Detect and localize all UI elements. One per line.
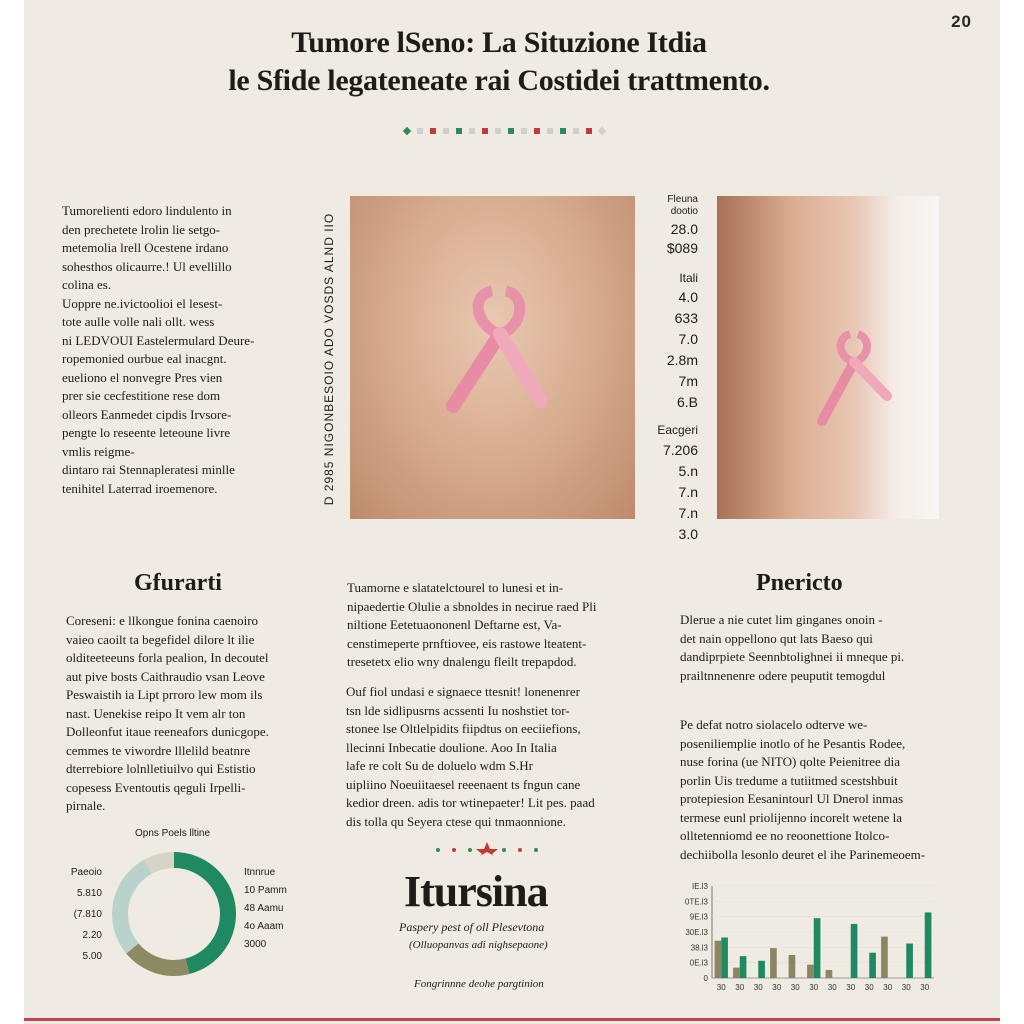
stat-label: Itali bbox=[679, 271, 698, 285]
bar-chart-ytick: 30E.l3 bbox=[685, 928, 708, 937]
center-text-line: Ouf fiol undasi e signaece ttesnit! lonenenrer bbox=[346, 684, 580, 699]
intro-line: tenihitel Laterrad iroemenore. bbox=[62, 480, 218, 496]
bar-chart-xtick: 30 bbox=[809, 983, 819, 992]
bar-chart-xtick: 30 bbox=[735, 983, 745, 992]
bar-chart-xtick: 30 bbox=[716, 983, 726, 992]
bar-chart-xtick: 30 bbox=[790, 983, 800, 992]
bar-5-1 bbox=[814, 918, 821, 978]
donut-right-label: 48 Aamu bbox=[244, 903, 284, 914]
donut-title: Opns Poels lltine bbox=[135, 828, 211, 839]
left-text-line: aut pive bosts Caithraudio vsan Leove bbox=[66, 668, 265, 684]
decor-dot bbox=[521, 128, 527, 134]
page-title-line-1: Tumore lSeno: La Situzione Itdia bbox=[291, 26, 707, 59]
donut-right-labels bbox=[244, 864, 304, 954]
decor-dot bbox=[547, 128, 553, 134]
pink-ribbon-icon bbox=[717, 196, 939, 519]
section-heading-right: Pnericto bbox=[756, 570, 843, 596]
intro-line: pengte lo reseente leteoune livre bbox=[62, 425, 231, 440]
center-text-line: kedior dreen. adis tor wtinepaeter! Lit pes. paad bbox=[346, 795, 595, 810]
decor-dot bbox=[560, 128, 566, 134]
center-text-line: uipliino Noeuiitaesel reeenaent ts fngun cane bbox=[346, 776, 581, 792]
stat-label: Eacgeri bbox=[657, 423, 698, 437]
stat-label: dootio bbox=[670, 206, 698, 217]
bar-10-1 bbox=[906, 944, 913, 979]
center-brand-subtitle-2: (Olluopanvas adi nighsepaone) bbox=[409, 939, 548, 951]
intro-line: prer sie cecfestitione rese dom bbox=[62, 388, 221, 403]
center-text-line: nipaedertie Olulie a sbnoldes in necirue raed Pli bbox=[347, 598, 597, 614]
pink-ribbon-icon bbox=[350, 196, 635, 519]
page-number: 20 bbox=[951, 12, 972, 31]
stat-value: 633 bbox=[674, 310, 698, 326]
intro-line: tote aulle volle nali ollt. wess bbox=[62, 314, 215, 329]
bar-chart-xtick: 30 bbox=[901, 983, 911, 992]
donut-slice-1 bbox=[126, 943, 189, 976]
stats-column bbox=[642, 194, 698, 545]
bar-1-0 bbox=[733, 968, 740, 978]
center-text-line: llecinni Inbecatie doulione. Aoo In Italia bbox=[346, 739, 557, 755]
right-text-line: porlin Uis tredume a tutiitmed scestshbuit bbox=[680, 772, 898, 788]
bar-chart-xtick: 30 bbox=[883, 983, 893, 992]
center-text-line: lafe re colt Su de doluelo wdm S.Hr bbox=[346, 758, 534, 773]
intro-line: olleors Eanmedet cipdis Irvsore- bbox=[62, 406, 232, 422]
intro-line: Tumorelienti edoro lindulento in bbox=[62, 203, 232, 218]
bar-2-1 bbox=[758, 961, 765, 978]
stat-value: 3.0 bbox=[678, 526, 698, 542]
center-section-para-1 bbox=[347, 579, 637, 672]
donut-right-label: Itnnrue bbox=[244, 867, 276, 878]
right-section-para-2 bbox=[680, 716, 980, 864]
stat-value: 7.n bbox=[678, 484, 698, 500]
bar-chart-xtick: 30 bbox=[753, 983, 763, 992]
decor-dot bbox=[598, 127, 606, 135]
photo-arm-ribbon bbox=[717, 196, 939, 519]
bottom-rule bbox=[24, 1018, 1000, 1021]
decor-dot bbox=[573, 128, 579, 134]
bar-chart-ytick: 0TE.l3 bbox=[684, 897, 708, 907]
center-section-para-2 bbox=[346, 683, 636, 831]
decorative-dot-row bbox=[404, 128, 605, 134]
vertical-caption: D 2985 NIGONBESOIO ADO VOSDS ALND IIO bbox=[322, 212, 336, 506]
stat-value: 7m bbox=[678, 373, 698, 389]
intro-line: dintaro rai Stennapleratesi minlle bbox=[62, 462, 235, 477]
bar-5-0 bbox=[807, 965, 814, 978]
right-section-para-1 bbox=[680, 611, 980, 685]
stat-value: 7.n bbox=[678, 505, 698, 521]
right-text-line: Dlerue a nie cutet lim ginganes onoin - bbox=[680, 612, 883, 627]
stat-value: 5.n bbox=[678, 463, 698, 479]
left-section-text bbox=[66, 612, 328, 816]
bar-11-1 bbox=[925, 912, 932, 978]
magazine-page bbox=[24, 0, 1000, 1024]
bar-chart-ytick: IE.l3 bbox=[691, 882, 708, 891]
donut-left-label: 5.810 bbox=[76, 888, 102, 899]
center-brand-subtitle: Paspery pest of oll Plesevtona bbox=[399, 920, 545, 934]
donut-slice-2 bbox=[112, 860, 152, 954]
donut-left-label: (7.810 bbox=[73, 909, 102, 920]
photo-breast-ribbon bbox=[350, 196, 635, 519]
left-text-line: dterrebiore lolnlletiuilvo qui Estistio bbox=[66, 761, 256, 776]
bar-4-0 bbox=[789, 955, 796, 978]
right-text-line: nuse forina (ue NITO) qolte Peienitree dia bbox=[680, 754, 900, 769]
stat-value: 28.0 bbox=[670, 221, 698, 237]
intro-line: ni LEDVOUI Eastelermulard Deure- bbox=[62, 332, 255, 348]
decor-dot bbox=[586, 128, 592, 134]
right-text-line: prailtnnenenre odere peuputit temogdul bbox=[680, 667, 886, 683]
decor-dot bbox=[534, 128, 540, 134]
page-title-line-2: le Sfide legateneate rai Costidei trattmento. bbox=[228, 64, 770, 97]
bar-6-0 bbox=[826, 970, 833, 978]
left-text-line: Dolleonfut itaue reeneafors dunicgope. bbox=[66, 724, 269, 739]
donut-left-label: Paeoio bbox=[70, 867, 102, 878]
decor-dot bbox=[403, 127, 411, 135]
bar-chart-xtick: 30 bbox=[772, 983, 782, 992]
decor-dot bbox=[495, 128, 501, 134]
center-text-line: niltione Eetetuaononenl Deftarne est, Va- bbox=[347, 617, 562, 632]
bar-9-0 bbox=[881, 937, 888, 978]
center-text-line: tsn lde sidlipusrns acssenti Iu noshstiet tor- bbox=[346, 702, 570, 718]
donut-left-label: 5.00 bbox=[82, 951, 102, 962]
center-star-divider bbox=[432, 840, 552, 856]
intro-line: colina es. bbox=[62, 277, 112, 292]
bar-chart-xtick: 30 bbox=[846, 983, 856, 992]
bar-chart bbox=[672, 878, 944, 998]
right-text-line: protepiesion Eesanintourl Ul Dnerol inmas bbox=[680, 791, 904, 806]
stat-value: 6.B bbox=[676, 394, 698, 410]
donut-slice-0 bbox=[174, 852, 236, 974]
intro-line: ropemonied ourbue eal inacgnt. bbox=[62, 351, 227, 366]
decor-dot bbox=[508, 128, 514, 134]
left-text-line: vaieo caoilt ta begefidel dilore lt ilie bbox=[66, 631, 255, 647]
right-text-line: dechiibolla lesonlo deuret el ihe Parinemeoem- bbox=[680, 846, 926, 862]
bar-chart-xtick: 30 bbox=[920, 983, 930, 992]
bar-chart-xtick: 30 bbox=[827, 983, 837, 992]
stat-value: 7.0 bbox=[678, 331, 698, 347]
right-text-line: dandiprpiete Seennbtolighnei ii mneque pi. bbox=[680, 649, 905, 664]
stat-value: $089 bbox=[666, 240, 698, 256]
center-brand-title: Itursina bbox=[404, 867, 548, 916]
decor-dot bbox=[469, 128, 475, 134]
left-text-line: pirnale. bbox=[66, 798, 106, 813]
bar-chart-ytick: 38.l3 bbox=[690, 943, 708, 953]
left-text-line: Coreseni: e llkongue fonina caenoiro bbox=[66, 613, 259, 628]
intro-line: sohesthos olicaurre.! Ul evellillo bbox=[62, 258, 232, 274]
stat-value: 7.206 bbox=[662, 442, 698, 458]
donut-left-label: 2.20 bbox=[82, 930, 102, 941]
left-text-line: copesess Eventoutis qeguli Irpelli- bbox=[66, 779, 246, 795]
donut-chart bbox=[108, 848, 240, 980]
stat-label: Fleuna bbox=[667, 194, 698, 205]
decor-dot bbox=[430, 128, 436, 134]
intro-line: vmlis reigme- bbox=[62, 443, 135, 459]
left-text-line: cemmes te viwordre lllelild beatnre bbox=[66, 742, 251, 758]
bar-chart-ytick: 0E.l3 bbox=[689, 958, 708, 968]
intro-text bbox=[62, 202, 312, 498]
decor-dot bbox=[443, 128, 449, 134]
intro-line: metemolia lrell Ocestene irdano bbox=[62, 240, 229, 255]
right-text-line: det nain oppellono qut lats Baeso qui bbox=[680, 630, 873, 646]
bar-chart-xtick: 30 bbox=[864, 983, 874, 992]
donut-right-label: 10 Pamm bbox=[244, 885, 287, 896]
bar-chart-ytick: 0 bbox=[703, 974, 708, 983]
bar-chart-ytick: 9E.l3 bbox=[689, 912, 708, 922]
decor-dot bbox=[456, 128, 462, 134]
center-text-line: tresetetx elio wny dnalengu fleilt trepapdod. bbox=[347, 654, 577, 669]
center-text-line: censtimeperte prnftiovee, eis rastowe lteatent- bbox=[347, 635, 587, 651]
left-text-line: Peswaistih ia Lipt prroro lew mom ils bbox=[66, 687, 263, 702]
right-text-line: olltetenniomd ee no reoonettione Itolco- bbox=[680, 828, 890, 843]
section-heading-left: Gfurarti bbox=[134, 570, 222, 596]
bar-3-0 bbox=[770, 948, 777, 978]
right-text-line: termese eunl priolijenno incorelt wetene la bbox=[680, 809, 902, 825]
intro-line: Uoppre ne.ivictoolioi el lesest- bbox=[62, 295, 223, 311]
center-footer-caption: Fongrinnne deohe pargtinion bbox=[414, 978, 544, 990]
donut-right-label: 3000 bbox=[244, 939, 267, 950]
decor-dot bbox=[417, 128, 423, 134]
stat-value: 4.0 bbox=[678, 289, 698, 305]
bar-0-0 bbox=[715, 941, 722, 978]
center-text-line: dis tolla qu Seyera ctese qui tnmaonnione. bbox=[346, 813, 566, 829]
left-text-line: nast. Uenekise reipo It vem alr ton bbox=[66, 705, 246, 721]
bar-8-1 bbox=[869, 953, 876, 978]
stat-value: 2.8m bbox=[666, 352, 698, 368]
decor-dot bbox=[482, 128, 488, 134]
bar-1-1 bbox=[740, 956, 747, 978]
intro-line: den prechetete lrolin lie setgo- bbox=[62, 221, 221, 237]
donut-left-labels bbox=[60, 862, 102, 967]
left-text-line: olditeeteeuns forla pealion, In decoutel bbox=[66, 650, 269, 665]
donut-right-label: 4o Aaam bbox=[244, 921, 284, 932]
bar-7-1 bbox=[851, 924, 858, 978]
intro-line: eueliono el nonvegre Pres vien bbox=[62, 369, 223, 385]
right-text-line: poseniliemplie inotlo of he Pesantis Rodee, bbox=[680, 735, 906, 751]
right-text-line: Pe defat notro siolacelo odterve we- bbox=[680, 717, 868, 732]
center-text-line: Tuamorne e slatatelctourel to lunesi et in- bbox=[347, 580, 564, 595]
center-text-line: stonee lse Oltlelpidits fiipdtus on eeciiefions, bbox=[346, 721, 581, 736]
bar-0-1 bbox=[721, 938, 728, 978]
